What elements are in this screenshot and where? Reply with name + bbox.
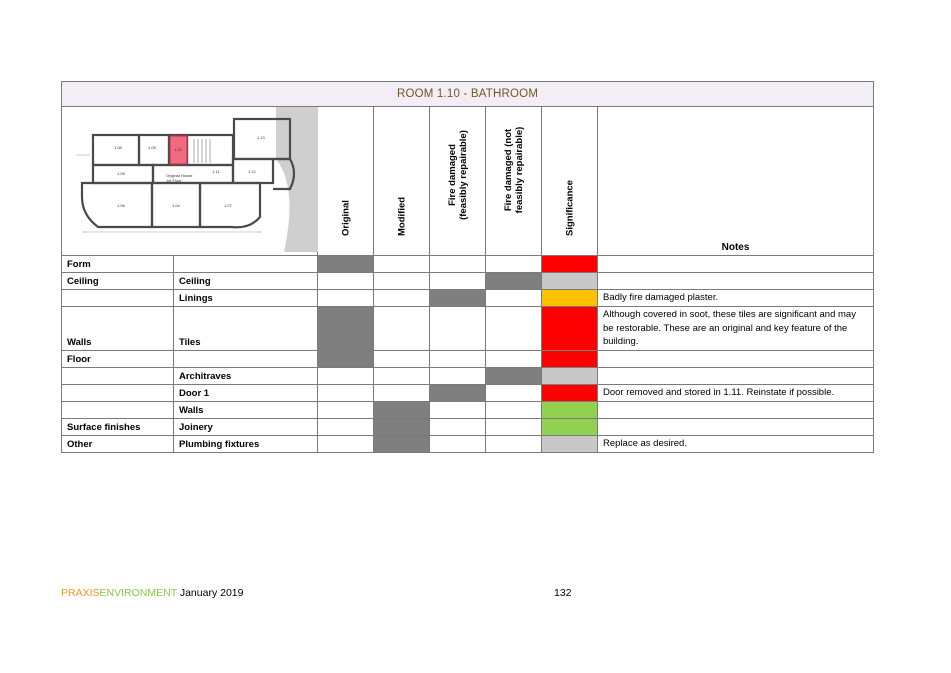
row-group-label: Other [62,435,174,452]
row-item-label: Plumbing fixtures [174,435,318,452]
cell-original [318,273,374,290]
cell-significance [542,273,598,290]
col-header-fire-not-feasible: Fire damaged (not feasibly repairable) [486,107,542,256]
cell-fire-feasible [430,401,486,418]
svg-text:1.10: 1.10 [174,147,182,152]
cell-fire-feasible [430,290,486,307]
svg-text:1st Floor: 1st Floor [166,178,182,183]
brand-praxis: PRAXIS [61,587,100,599]
room-title: ROOM 1.10 - BATHROOM [62,82,874,107]
cell-fire-feasible [430,435,486,452]
svg-text:1.13: 1.13 [257,135,265,140]
row-group-label [62,290,174,307]
cell-fire-feasible [430,418,486,435]
svg-text:1.04: 1.04 [172,203,180,208]
cell-notes [598,273,874,290]
cell-significance [542,384,598,401]
table-row [62,290,874,307]
cell-fire-feasible [430,256,486,273]
cell-fire-not-feasible [486,435,542,452]
row-item-label: Linings [174,290,318,307]
row-group-label: Ceiling [62,273,174,290]
table-row [62,350,874,367]
cell-significance [542,350,598,367]
room-assessment-table [61,81,874,453]
cell-fire-feasible [430,367,486,384]
col-header-significance: Significance [542,107,598,256]
cell-original [318,350,374,367]
cell-original [318,418,374,435]
svg-text:1.07: 1.07 [224,203,232,208]
cell-significance [542,307,598,351]
cell-significance [542,290,598,307]
cell-modified [374,401,430,418]
col-header-fire-feasible: Fire damaged (feasibly repairable) [430,107,486,256]
row-group-label [62,384,174,401]
col-header-notes: Notes [598,107,874,256]
cell-fire-feasible [430,350,486,367]
cell-fire-not-feasible [486,307,542,351]
cell-fire-not-feasible [486,418,542,435]
cell-notes [598,418,874,435]
cell-modified [374,435,430,452]
svg-text:1.11: 1.11 [212,169,220,174]
cell-notes: Door removed and stored in 1.11. Reinstate if possible. [598,384,874,401]
cell-notes [598,350,874,367]
cell-original [318,384,374,401]
cell-fire-not-feasible [486,256,542,273]
footer-brand [61,587,243,599]
footer-date: January 2019 [176,587,244,599]
table-row [62,256,874,273]
svg-text:1.09: 1.09 [148,145,156,150]
row-group-label: Form [62,256,174,273]
cell-notes [598,367,874,384]
cell-original [318,367,374,384]
cell-notes: Badly fire damaged plaster. [598,290,874,307]
cell-modified [374,367,430,384]
row-group-label: Floor [62,350,174,367]
cell-modified [374,256,430,273]
cell-original [318,290,374,307]
cell-modified [374,418,430,435]
cell-original [318,256,374,273]
floor-plan [62,107,318,256]
cell-modified [374,350,430,367]
cell-fire-not-feasible [486,384,542,401]
svg-text:1.12: 1.12 [248,169,256,174]
table-row [62,418,874,435]
svg-text:1.05: 1.05 [117,171,125,176]
cell-significance [542,418,598,435]
row-group-label: Walls [62,307,174,351]
cell-original [318,401,374,418]
cell-significance [542,256,598,273]
cell-notes: Although covered in soot, these tiles are significant and may be restorable. These are an original and key feature of the building. [598,307,874,351]
col-header-modified: Modified [374,107,430,256]
table-row [62,273,874,290]
cell-fire-feasible [430,273,486,290]
table-row [62,384,874,401]
cell-notes [598,256,874,273]
row-item-label: Walls [174,401,318,418]
cell-modified [374,307,430,351]
col-header-original: Original [318,107,374,256]
cell-fire-feasible [430,384,486,401]
cell-fire-not-feasible [486,367,542,384]
svg-text:1.06: 1.06 [117,203,125,208]
cell-significance [542,401,598,418]
cell-modified [374,290,430,307]
row-item-label: Joinery [174,418,318,435]
row-item-label: Door 1 [174,384,318,401]
row-item-label [174,256,318,273]
cell-significance [542,435,598,452]
row-item-label: Ceiling [174,273,318,290]
cell-modified [374,273,430,290]
cell-significance [542,367,598,384]
row-item-label: Tiles [174,307,318,351]
cell-notes [598,401,874,418]
cell-original [318,307,374,351]
cell-fire-not-feasible [486,273,542,290]
row-group-label [62,367,174,384]
cell-fire-not-feasible [486,290,542,307]
table-row [62,367,874,384]
row-group-label: Surface finishes [62,418,174,435]
cell-notes: Replace as desired. [598,435,874,452]
table-row [62,435,874,452]
cell-modified [374,384,430,401]
page-number: 132 [554,587,572,599]
cell-fire-not-feasible [486,401,542,418]
table-row [62,307,874,351]
row-item-label [174,350,318,367]
brand-environment: ENVIRONMENT [99,587,177,599]
floor-plan-drawing [62,107,318,252]
cell-fire-feasible [430,307,486,351]
svg-text:1.08: 1.08 [114,145,122,150]
cell-fire-not-feasible [486,350,542,367]
table-row [62,401,874,418]
cell-original [318,435,374,452]
svg-text:Original House: Original House [166,173,193,178]
row-group-label [62,401,174,418]
row-item-label: Architraves [174,367,318,384]
